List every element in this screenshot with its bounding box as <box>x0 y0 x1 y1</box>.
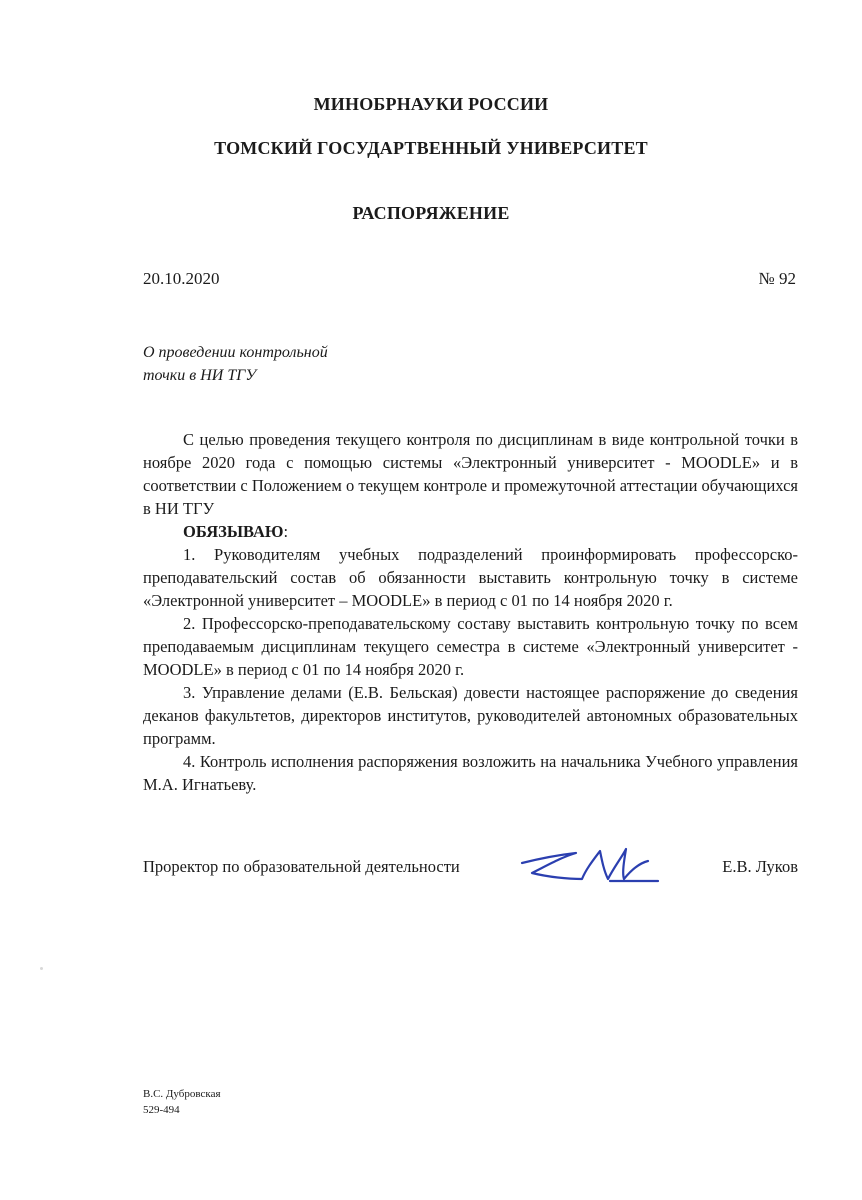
oblige-line <box>143 520 798 543</box>
university-heading: ТОМСКИЙ ГОСУДАРТВЕННЫЙ УНИВЕРСИТЕТ <box>214 138 648 158</box>
signatory-name: Е.В. Луков <box>722 857 798 876</box>
document-body <box>143 428 798 796</box>
handwritten-signature <box>518 843 668 893</box>
oblige-word: ОБЯЗЫВАЮ <box>183 522 284 541</box>
signature-block <box>143 855 798 895</box>
document-date: 20.10.2020 <box>143 269 220 288</box>
document-number: № 92 <box>758 269 796 288</box>
ministry-heading: МИНОБРНАУКИ РОССИИ <box>313 94 549 114</box>
order-item-1: 1. Руководителям учебных подразделений проинформировать профессорско-преподавательский состав об обязанности выставить контрольную точку в системе «Электронной университет – MOODLE» в период с 01 по 14 ноября 2020 г. <box>143 545 798 610</box>
executor-name: В.С. Дубровская <box>143 1088 221 1100</box>
document-type-heading: РАСПОРЯЖЕНИЕ <box>352 203 510 223</box>
executor-block <box>143 1086 221 1118</box>
oblige-colon: : <box>283 522 289 541</box>
subject-line-1: О проведении контрольной <box>143 344 328 361</box>
scan-speck <box>40 967 43 970</box>
intro-paragraph: С целью проведения текущего контроля по дисциплинам в виде контрольной точки в ноябре 2020 года с помощью системы «Электронный университет - MOODLE» и в соответствии с Положением о текущем контроле и промежуточной аттестации обучающихся в НИ ТГУ <box>143 430 798 518</box>
executor-phone: 529-494 <box>143 1104 180 1116</box>
order-item-3: 3. Управление делами (Е.В. Бельская) довести настоящее распоряжение до сведения деканов факультетов, директоров институтов, руководителей автономных образовательных программ. <box>143 683 798 748</box>
subject-line-2: точки в НИ ТГУ <box>143 367 257 384</box>
order-item-4: 4. Контроль исполнения распоряжения возложить на начальника Учебного управления М.А. Игнатьеву. <box>143 752 798 794</box>
document-subject <box>143 341 423 387</box>
signatory-position: Проректор по образовательной деятельности <box>143 857 460 876</box>
order-item-2: 2. Профессорско-преподавательскому составу выставить контрольную точку по всем преподаваемым дисциплинам текущего семестра в системе «Электронный университет - MOODLE» в период с 01 по 14 ноября 2020 г. <box>143 614 798 679</box>
